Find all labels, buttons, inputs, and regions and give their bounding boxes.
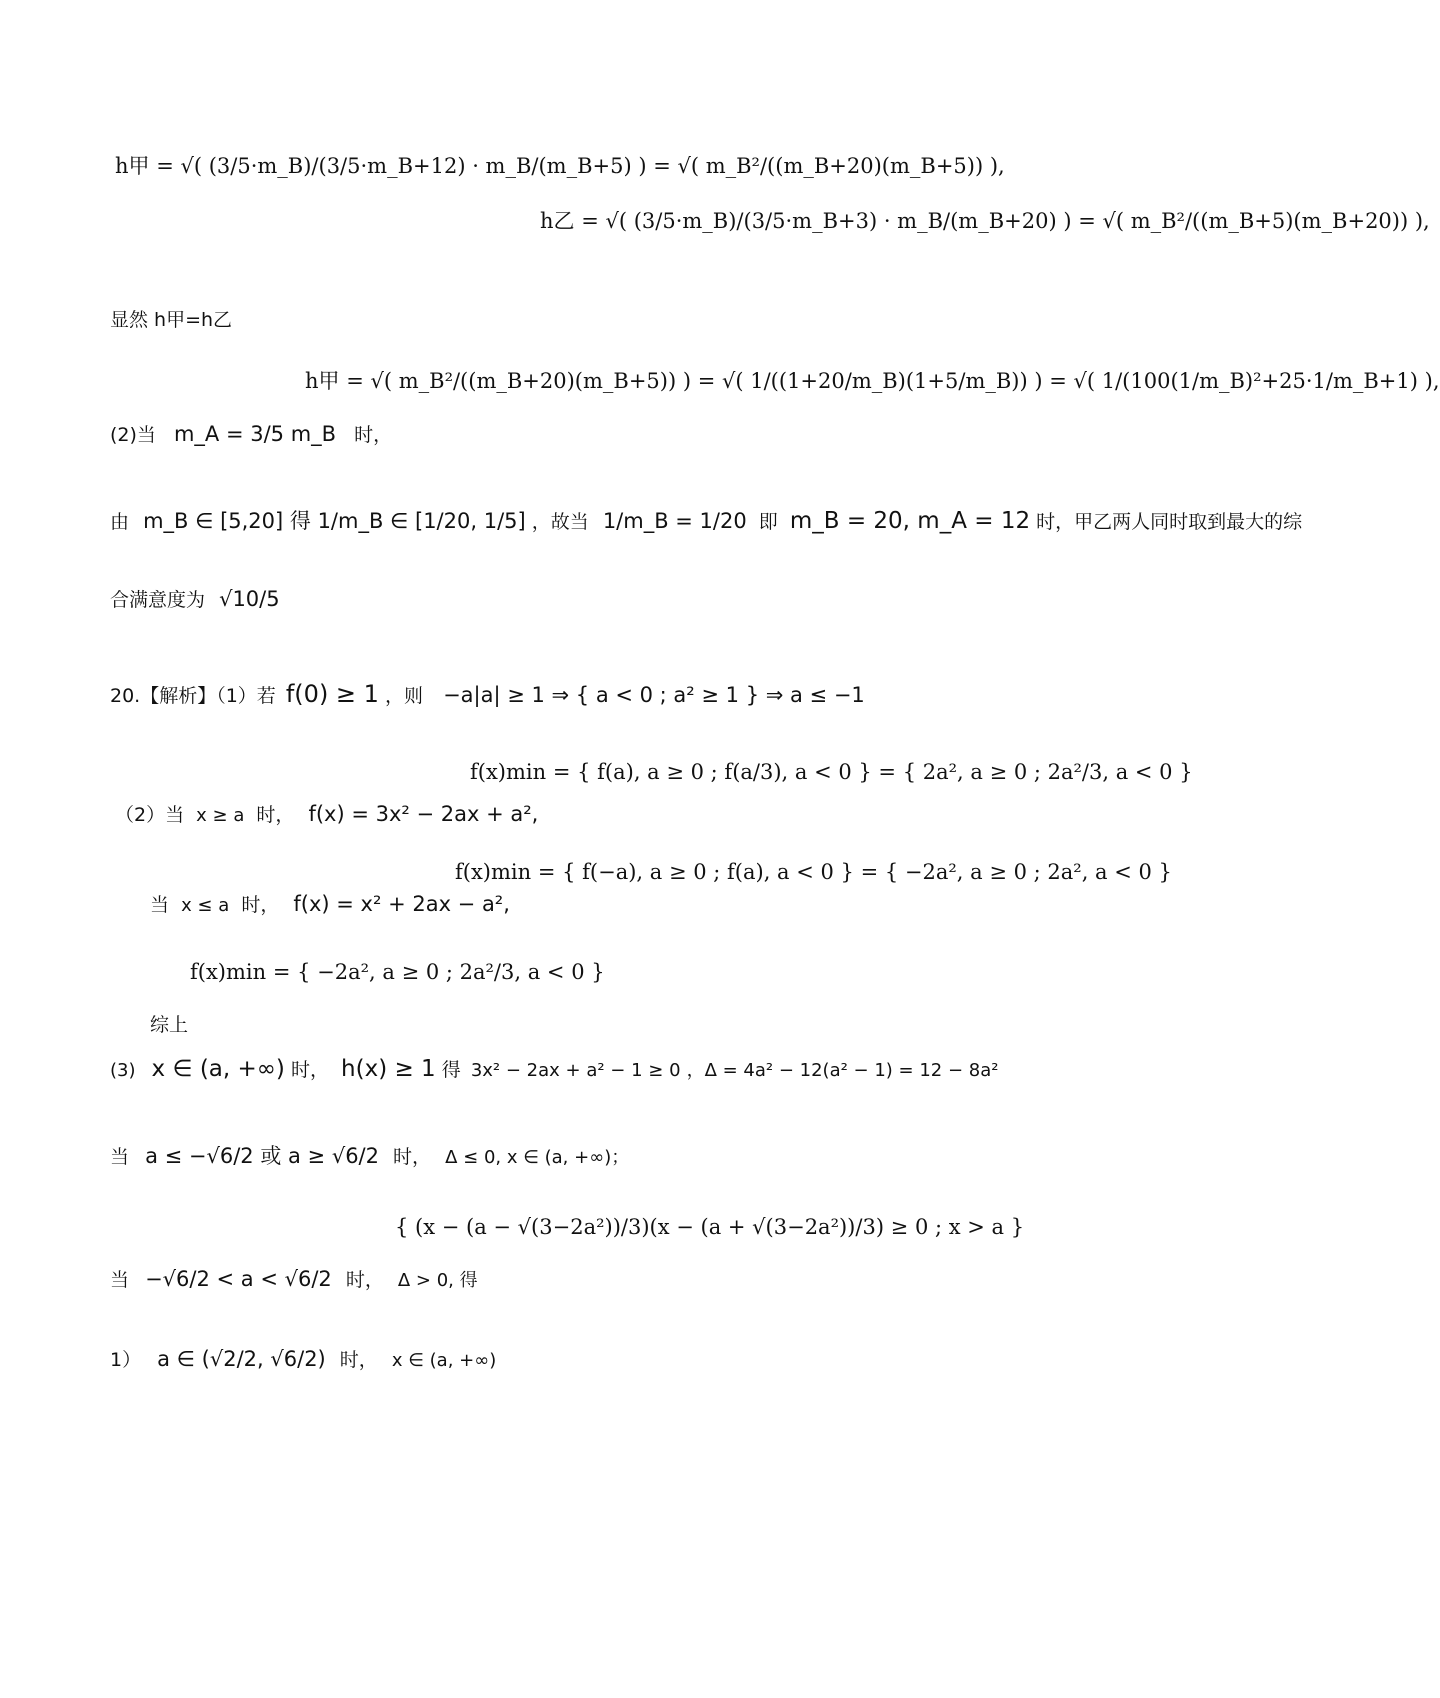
subcase1-label: 1）: [110, 1349, 142, 1371]
case2-delta: Δ > 0, 得: [397, 1270, 478, 1291]
obvious-line: [110, 305, 232, 332]
q3-label: (3): [110, 1060, 136, 1081]
q3-de: 得: [441, 1059, 461, 1081]
case1-label: 当: [110, 1146, 130, 1168]
case2-line: [110, 1265, 478, 1292]
summary-label: 综上: [150, 1014, 189, 1036]
q3-delta: ，Δ = 4a² − 12(a² − 1) = 12 − 8a²: [686, 1060, 999, 1081]
q3-line: [110, 1055, 998, 1082]
p2-shi: 时，: [256, 804, 295, 826]
therefore-text: ，故当: [531, 511, 589, 533]
p3-shi: 时，: [241, 894, 280, 916]
q20-ze: ，则: [385, 685, 424, 707]
range-expression: m_B ∈ [5,20] 得 1/m_B ∈ [1/20, 1/5]: [143, 509, 526, 533]
result-expression: m_B = 20, m_A = 12: [789, 508, 1031, 534]
part2-when: (2)当: [110, 424, 156, 446]
p3-condition: x ≤ a: [181, 895, 230, 916]
summary-min-formula: [190, 960, 605, 984]
h-jia-formula: [115, 150, 1005, 180]
p3-function: f(x) = x² + 2ax − a²,: [293, 892, 510, 916]
h-jia-expression: h甲 = √( (3/5·m_B)/(3/5·m_B+12) · m_B/(m_B+5) ) = √( m_B²/((m_B+20)(m_B+5)) ),: [115, 154, 1005, 178]
summary-line: [150, 1010, 188, 1037]
by-text: 由: [110, 511, 130, 533]
case1-line: [110, 1140, 629, 1170]
range-line: [110, 505, 1302, 535]
q20-line: [110, 680, 865, 708]
part2-condition: m_A = 3/5 m_B: [173, 422, 337, 446]
case1-result: Δ ≤ 0, x ∈ (a, +∞)；: [445, 1147, 630, 1168]
case2-label: 当: [110, 1269, 130, 1291]
satisfaction-value: √10/5: [219, 587, 280, 611]
p2-label: （2）当: [115, 804, 185, 826]
subcase1-condition: a ∈ (√2/2, √6/2): [157, 1347, 326, 1371]
case2-condition: −√6/2 < a < √6/2: [145, 1267, 332, 1291]
p2-function: f(x) = 3x² − 2ax + a²,: [308, 802, 539, 826]
satisfaction-line: [110, 585, 280, 612]
case2-shi: 时，: [345, 1269, 384, 1291]
case2-system: [395, 1215, 1024, 1239]
summary-min-expression: f(x)min = { −2a², a ≥ 0 ; 2a²/3, a < 0 }: [190, 960, 605, 984]
q3-h: h(x) ≥ 1: [341, 1056, 436, 1082]
q20-label: 20.【解析】（1）若: [110, 685, 276, 707]
obvious-text: 显然 h甲=h乙: [110, 309, 233, 331]
case1-shi: 时，: [393, 1146, 432, 1168]
q20-condition: f(0) ≥ 1: [285, 680, 379, 708]
p3-line: [150, 890, 510, 917]
tail-text: 时，甲乙两人同时取到最大的综: [1036, 511, 1303, 533]
part2-formula: [305, 365, 1440, 395]
p2-line: [115, 800, 538, 827]
q3-inequality: 3x² − 2ax + a² − 1 ≥ 0: [470, 1060, 681, 1081]
p2-min-formula: [470, 760, 1193, 784]
ji-text: 即: [758, 511, 778, 533]
q3-shi: 时，: [290, 1059, 329, 1081]
p2-condition: x ≥ a: [196, 805, 245, 826]
p3-min-formula: [455, 860, 1172, 884]
part2-expression: h甲 = √( m_B²/((m_B+20)(m_B+5)) ) = √( 1/((1+20/m_B)(1+5/m_B)) ) = √( 1/(100(1/m_B)²+25·1/m_B+1) ),: [305, 369, 1440, 393]
h-yi-formula: [540, 205, 1430, 235]
h-yi-expression: h乙 = √( (3/5·m_B)/(3/5·m_B+3) · m_B/(m_B+20) ) = √( m_B²/((m_B+5)(m_B+20)) ),: [540, 209, 1430, 233]
subcase1-line: [110, 1345, 496, 1372]
part2-when-line: [110, 420, 392, 447]
satisfaction-text: 合满意度为: [110, 589, 206, 611]
subcase1-result: x ∈ (a, +∞): [391, 1350, 497, 1371]
p3-min-expression: f(x)min = { f(−a), a ≥ 0 ; f(a), a < 0 } = { −2a², a ≥ 0 ; 2a², a < 0 }: [455, 860, 1172, 884]
p3-label: 当: [150, 894, 170, 916]
p2-min-expression: f(x)min = { f(a), a ≥ 0 ; f(a/3), a < 0 } = { 2a², a ≥ 0 ; 2a²/3, a < 0 }: [470, 760, 1193, 784]
q3-condition: x ∈ (a, +∞): [151, 1056, 285, 1082]
subcase1-shi: 时，: [339, 1349, 378, 1371]
equal-expression: 1/m_B = 1/20: [602, 509, 747, 533]
part2-shi: 时，: [354, 424, 393, 446]
case2-system-expression: { (x − (a − √(3−2a²))/3)(x − (a + √(3−2a²))/3) ≥ 0 ; x > a }: [395, 1215, 1025, 1239]
case1-condition: a ≤ −√6/2 或 a ≥ √6/2: [145, 1144, 379, 1168]
q20-implication: −a|a| ≥ 1 ⇒ { a < 0 ; a² ≥ 1 } ⇒ a ≤ −1: [443, 683, 865, 707]
